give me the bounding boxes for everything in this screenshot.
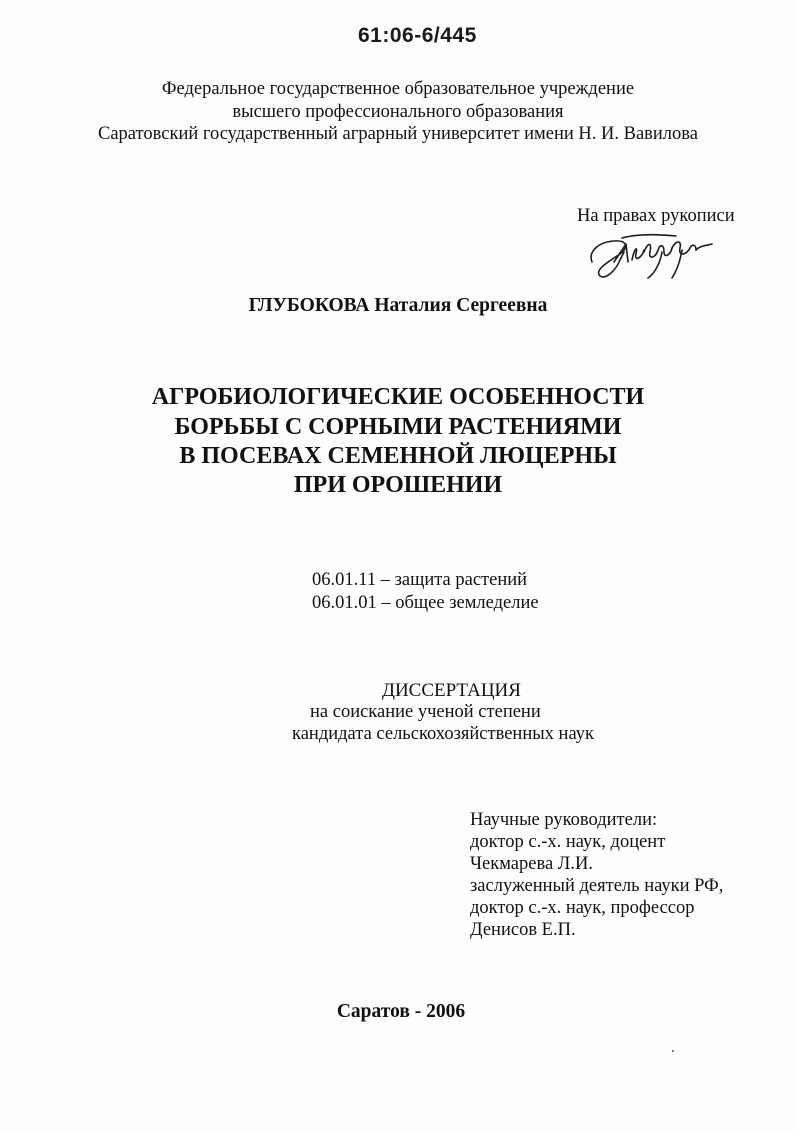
- supervisor-2-credentials: доктор с.-х. наук, профессор: [470, 898, 695, 918]
- supervisor-2-honor: заслуженный деятель науки РФ,: [470, 876, 724, 896]
- degree-line-2: кандидата сельскохозяйственных наук: [292, 724, 594, 744]
- scan-speck: [672, 1050, 674, 1052]
- organization-line-2: высшего профессионального образования: [232, 102, 564, 122]
- supervisor-2-name: Денисов Е.П.: [470, 920, 576, 940]
- organization-line-1: Федеральное государственное образовательное учреждение: [161, 79, 635, 99]
- handwritten-signature: [586, 222, 718, 284]
- title-line-4: ПРИ ОРОШЕНИИ: [293, 472, 503, 498]
- specialty-code-1: 06.01.11 – защита растений: [312, 570, 528, 590]
- title-line-2: БОРЬБЫ С СОРНЫМИ РАСТЕНИЯМИ: [174, 414, 622, 440]
- specialty-code-2: 06.01.01 – общее земледелие: [312, 593, 539, 613]
- degree-line-1: на соискание ученой степени: [310, 702, 541, 722]
- author-name: ГЛУБОКОВА Наталия Сергеевна: [248, 295, 548, 316]
- archive-stamp-number: 61:06-6/445: [358, 24, 477, 47]
- supervisors-heading: Научные руководители:: [470, 810, 658, 830]
- dissertation-label: ДИССЕРТАЦИЯ: [382, 680, 521, 701]
- supervisor-1-credentials: доктор с.-х. наук, доцент: [470, 832, 666, 852]
- title-line-1: АГРОБИОЛОГИЧЕСКИЕ ОСОБЕННОСТИ: [151, 384, 645, 410]
- city-and-year: Саратов - 2006: [336, 1001, 466, 1022]
- supervisor-1-name: Чекмарева Л.И.: [470, 854, 593, 874]
- manuscript-note: На правах рукописи: [577, 206, 735, 226]
- organization-line-3: Саратовский государственный аграрный университет имени Н. И. Вавилова: [98, 124, 698, 144]
- title-line-3: В ПОСЕВАХ СЕМЕННОЙ ЛЮЦЕРНЫ: [179, 443, 617, 469]
